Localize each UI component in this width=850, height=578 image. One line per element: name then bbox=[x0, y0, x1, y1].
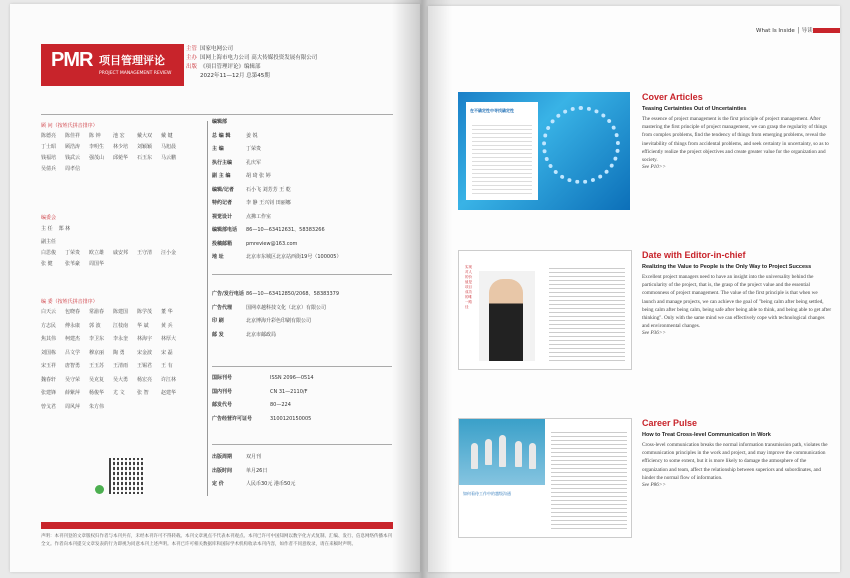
header-red-tab bbox=[813, 28, 840, 33]
info-row bbox=[212, 302, 339, 316]
info-value: 北京市东城区北京站西街19号（100005） bbox=[246, 254, 342, 260]
advisor-name: 钱福培 bbox=[41, 155, 57, 161]
advisors-heading: 顾 问（按姓氏拼音排序） bbox=[41, 123, 98, 129]
editor-name: 陶 勇 bbox=[113, 349, 125, 356]
info-label: 总 编 辑 bbox=[212, 132, 231, 139]
info-value: 点拂工作室 bbox=[246, 213, 272, 220]
info-value: 北京市邮政局 bbox=[246, 331, 277, 338]
editor-name: 杨宏亮 bbox=[137, 376, 153, 383]
info-row bbox=[212, 170, 341, 184]
logo-abbr: PMR bbox=[51, 49, 93, 71]
info-value: 李 静 王兴钊 田丽娜 bbox=[246, 200, 291, 206]
advisor-name: 吴倩兵 bbox=[41, 166, 57, 172]
editor-name: 王清雨 bbox=[113, 363, 129, 369]
info-value: 80—224 bbox=[270, 402, 291, 408]
editor-name: 刘国栋 bbox=[41, 349, 57, 356]
info-row bbox=[212, 478, 295, 492]
cover-article-image-title: 在不确定性中寻找确定性 bbox=[470, 108, 514, 113]
advisor-name: 陈佳祥 bbox=[65, 133, 81, 139]
info-label: 编辑/记者 bbox=[212, 186, 234, 193]
committee-heading: 编委会 bbox=[41, 215, 57, 221]
cover-article-text-box bbox=[466, 102, 538, 200]
figure bbox=[515, 441, 522, 467]
info-label: 出版周期 bbox=[212, 454, 233, 460]
text-lines bbox=[551, 429, 627, 529]
vice-list bbox=[41, 249, 181, 267]
career-article-section: Career Pulse bbox=[642, 418, 698, 428]
chair-name: 郑 林 bbox=[58, 226, 71, 232]
info-label: 广告代理 bbox=[212, 304, 233, 311]
editor-name: 张 智 bbox=[137, 390, 149, 396]
figure bbox=[485, 439, 492, 465]
divider bbox=[41, 114, 393, 115]
masthead-key: 主管 bbox=[186, 46, 198, 52]
editor-name: 赵建华 bbox=[161, 390, 177, 396]
advisor-name: 石玉东 bbox=[137, 155, 153, 161]
info-label: 视觉设计 bbox=[212, 213, 233, 220]
figure bbox=[471, 443, 478, 469]
editor-name: 吴大勇 bbox=[113, 376, 129, 383]
editor-name: 朱方伟 bbox=[89, 403, 105, 410]
editor-name: 陈建国 bbox=[113, 309, 129, 315]
info-row bbox=[212, 157, 341, 171]
text-lines bbox=[549, 265, 625, 361]
committee-chair-row bbox=[41, 225, 181, 232]
footer-red-bar bbox=[41, 522, 393, 529]
editor-name: 李永奎 bbox=[113, 336, 129, 342]
header-mark: What Is Inside │ 导读 bbox=[756, 28, 813, 34]
editor-name: 吕文学 bbox=[65, 349, 81, 356]
editor-name: 傅永康 bbox=[65, 322, 81, 329]
info-value: 单月26日 bbox=[246, 467, 268, 474]
editor-name: 张建锋 bbox=[41, 390, 57, 396]
info-label: 执行主编 bbox=[212, 159, 233, 166]
vice-chair-name: 戚安邦 bbox=[113, 250, 129, 256]
editor-name: 王锡君 bbox=[137, 363, 153, 369]
info-row bbox=[212, 238, 341, 252]
editor-name: 曾戈君 bbox=[41, 403, 57, 410]
info-row bbox=[212, 251, 341, 265]
info-row bbox=[212, 465, 295, 479]
career-article-summary bbox=[642, 418, 832, 488]
info-row bbox=[212, 399, 314, 413]
editor-name: 方志民 bbox=[41, 322, 57, 329]
column-divider bbox=[207, 121, 208, 496]
info-row bbox=[212, 130, 341, 144]
staff-list bbox=[212, 116, 341, 265]
figure bbox=[529, 443, 536, 469]
info-row bbox=[212, 413, 314, 427]
logo-en: PROJECT MANAGEMENT REVIEW bbox=[99, 71, 172, 76]
advisor-name: 邱菀华 bbox=[113, 155, 129, 161]
editor-name: 黄 兵 bbox=[161, 322, 173, 329]
info-row bbox=[212, 315, 339, 329]
info-row bbox=[212, 184, 341, 198]
masthead-row bbox=[186, 45, 317, 54]
ids-list bbox=[212, 372, 314, 426]
advisor-name: 刘颖颖 bbox=[137, 144, 153, 150]
editor-name: 柯建杰 bbox=[65, 336, 81, 342]
figure bbox=[499, 435, 506, 467]
editor-article-subtitle: Realizing the Value to People is the Only Way to Project Success bbox=[642, 264, 812, 270]
figures-picture bbox=[459, 419, 545, 485]
editor-name: 江枝南 bbox=[113, 322, 129, 329]
editor-name: 郭 波 bbox=[89, 322, 101, 329]
masthead-row bbox=[186, 63, 317, 72]
editor-name: 林海宇 bbox=[137, 336, 153, 342]
masthead-value: 2022年11—12月 总第45期 bbox=[200, 73, 270, 79]
editor-name: 吴守荣 bbox=[65, 376, 81, 383]
masthead-row bbox=[186, 72, 317, 81]
editors-heading: 编 委（按姓氏拼音排序） bbox=[41, 299, 98, 305]
vice-chair-name: 欧立雄 bbox=[89, 250, 105, 256]
advisor-name: 戴大双 bbox=[137, 133, 153, 139]
advisor-name: 陈 钟 bbox=[89, 133, 101, 139]
editor-name: 华 斌 bbox=[137, 322, 149, 329]
info-label: 编辑部电话 bbox=[212, 227, 238, 233]
cover-article-summary bbox=[642, 92, 832, 170]
pub-list bbox=[212, 451, 295, 492]
masthead-value: 《项目管理评论》编辑部 bbox=[200, 64, 261, 70]
editor-name: 李卫东 bbox=[89, 336, 105, 342]
editor-name: 董 华 bbox=[161, 309, 173, 315]
info-label: 国际刊号 bbox=[212, 375, 233, 381]
pmr-logo bbox=[41, 44, 184, 86]
editor-name: 宋玉祥 bbox=[41, 363, 57, 369]
advisor-name: 池 宏 bbox=[113, 133, 125, 139]
tech-circle-graphic bbox=[542, 106, 620, 184]
info-label: 特约记者 bbox=[212, 200, 233, 206]
info-value: 丁荣贵 bbox=[246, 146, 262, 152]
info-value: 北京博海升彩色印刷有限公司 bbox=[246, 318, 312, 324]
info-row bbox=[212, 116, 341, 130]
info-row bbox=[212, 224, 341, 238]
info-value: CN 31—2110/F bbox=[270, 388, 308, 395]
info-value: 姜 锐 bbox=[246, 132, 258, 139]
editors-section bbox=[41, 298, 181, 410]
career-article-body: Cross-level communication breaks the normal information transmission path, violates the communication principles in the work and project, and may improve the communication efficiency to some extent, but it is more likely to damage the atmosphere of the organization and team, affect the relationship between superiors and subordinates, and hinder the normal flow of information. bbox=[642, 442, 828, 481]
editor-name: 尤 文 bbox=[113, 390, 125, 396]
career-article-image-title: 如何看待工作中的越级沟通 bbox=[463, 491, 511, 496]
info-label: 广告/发行电话 bbox=[212, 291, 244, 297]
divider bbox=[212, 444, 392, 445]
info-row bbox=[212, 288, 339, 302]
masthead-page bbox=[10, 4, 420, 572]
masthead-info bbox=[186, 45, 317, 81]
info-value: 人民币30元 港币50元 bbox=[246, 481, 296, 487]
chair-label: 主 任 bbox=[41, 226, 53, 232]
info-label: 投稿邮箱 bbox=[212, 240, 233, 247]
masthead-key: 出版 bbox=[186, 64, 198, 70]
info-value: 孔庆军 bbox=[246, 159, 262, 166]
editor-name: 陈学茂 bbox=[137, 309, 153, 315]
advisor-name: 周孝信 bbox=[65, 166, 81, 172]
book-gutter-shadow bbox=[392, 0, 452, 578]
career-article-page-ref[interactable]: See P86>> bbox=[642, 482, 666, 489]
legal-notice: 声明：本刊刊登的文章版权归作者与本刊共有，未经本刊许可不得转载。本刊文章观点不代表本刊观点。本刊已许可中国知网以数字化方式复制、汇编、发行、信息网络传播本刊全文。作者向本刊提交文章发表的行为即视为同意本刊上述声明。本刊已许可相关数据库和国际学术机构收录本刊内容，如作者不同意收录，请在来稿时声明。 bbox=[41, 534, 392, 547]
vice-chair-name: 周国华 bbox=[89, 261, 105, 267]
editor-name: 宋 磊 bbox=[161, 349, 173, 356]
info-row bbox=[212, 143, 341, 157]
info-label: 定 价 bbox=[212, 481, 224, 487]
advisor-name: 陈德亮 bbox=[41, 133, 57, 139]
cover-article-image bbox=[458, 92, 630, 210]
info-value: 石小飞 刘芳芳 王 乾 bbox=[246, 186, 291, 193]
editor-article-section: Date with Editor-in-chief bbox=[642, 250, 746, 260]
vice-label: 副主任 bbox=[41, 239, 57, 245]
editor-name: 周风萍 bbox=[65, 403, 81, 410]
vice-chair-name: 白思俊 bbox=[41, 250, 57, 256]
info-row bbox=[212, 197, 341, 211]
editor-name: 王玉苏 bbox=[89, 363, 105, 369]
info-label: 副 主 编 bbox=[212, 173, 231, 179]
editor-name: 魏春轩 bbox=[41, 376, 57, 383]
info-label: 邮发代号 bbox=[212, 402, 233, 408]
info-label: 地 址 bbox=[212, 254, 224, 260]
info-label: 主 编 bbox=[212, 146, 224, 152]
info-value: 双月刊 bbox=[246, 454, 262, 460]
editor-article-summary bbox=[642, 250, 832, 336]
info-row bbox=[212, 451, 295, 465]
info-label: 国内刊号 bbox=[212, 388, 233, 395]
vice-chair-name: 丁荣贵 bbox=[65, 250, 81, 256]
editor-name: 许江林 bbox=[161, 376, 177, 383]
advisor-name: 顾浩涛 bbox=[65, 144, 81, 150]
advisor-name: 钱武云 bbox=[65, 155, 81, 161]
masthead-value: 国网上海市电力公司 高大传媒投资发展有限公司 bbox=[200, 55, 318, 61]
editor-portrait bbox=[489, 279, 523, 361]
cover-article-body: The essence of project management is the first principle of project management. After mastering the first principle of project management, we can grasp the regularity of things from complex problems, find the tendency of things from emerging problems, reveal the inevitability of things from accidental problems, and seek certainty in uncertainty, so as to efficiently realize the project objectives and create greater value for the organization and society. bbox=[642, 116, 829, 164]
editor-name: 常渝春 bbox=[89, 309, 105, 315]
divider bbox=[212, 274, 392, 275]
info-label: 广告经营许可证号 bbox=[212, 415, 253, 422]
editor-name: 林厚大 bbox=[161, 336, 177, 342]
advisors-section bbox=[41, 122, 181, 172]
qr-code-pattern bbox=[111, 460, 143, 492]
info-value: 国网卓越科技文化（北京）有限公司 bbox=[246, 304, 327, 311]
editor-name: 薛紫萍 bbox=[65, 390, 81, 396]
editor-name: 焦其伟 bbox=[41, 336, 57, 342]
info-label: 邮 发 bbox=[212, 331, 224, 338]
editor-name: 包晓春 bbox=[65, 309, 81, 315]
advisor-name: 马旭晨 bbox=[161, 144, 177, 150]
wechat-icon bbox=[95, 485, 104, 494]
editor-name: 宋金波 bbox=[137, 349, 153, 356]
editor-name: 白天云 bbox=[41, 309, 57, 315]
advisor-name: 强茂山 bbox=[89, 155, 105, 161]
vice-chair-name: 汪小金 bbox=[161, 250, 177, 256]
editor-article-image bbox=[458, 250, 632, 370]
masthead-row bbox=[186, 54, 317, 63]
info-label: 编辑部 bbox=[212, 119, 228, 125]
contents-page bbox=[428, 6, 840, 572]
vice-chair-name: 张 健 bbox=[41, 261, 53, 267]
info-row bbox=[212, 372, 314, 386]
text-lines bbox=[472, 124, 532, 194]
info-row bbox=[212, 329, 339, 343]
vice-chair-name: 王守清 bbox=[137, 250, 153, 256]
masthead-value: 国家电网公司 bbox=[200, 46, 234, 52]
info-row bbox=[212, 211, 341, 225]
masthead-key: 主办 bbox=[186, 55, 198, 61]
editor-article-body: Excellent project managers need to have an insight into the universality behind the particularity of the project, that is, the grasp of the project value and the essential commonness of project management. The value of the first principle is that when we launch and manage projects, we can achieve the goal of "being calm after being settled, being calm after being calm, being safe after being able to think, and being able to get after thinking". Only with the same mind we can effectively cope with technological changes and environmental changes. bbox=[642, 274, 832, 330]
advisor-name: 丁士昭 bbox=[41, 144, 57, 150]
cover-article-subtitle: Teasing Certainties Out of Uncertainties bbox=[642, 106, 747, 112]
info-label: 出版时间 bbox=[212, 467, 233, 474]
editor-name: 穆京丽 bbox=[89, 349, 105, 356]
advisors-list bbox=[41, 132, 181, 172]
editor-name: 吴克复 bbox=[89, 376, 105, 383]
info-value: 86—10—63412850/2068、58383379 bbox=[246, 291, 340, 297]
ads-list bbox=[212, 288, 339, 342]
editor-name: 王 有 bbox=[161, 363, 173, 369]
career-article-subtitle: How to Treat Cross-level Communication in Work bbox=[642, 432, 771, 438]
editor-article-image-title: 实现对人的价值是项目成功的唯一路径 bbox=[465, 265, 472, 309]
logo-cn: 项目管理评论 bbox=[99, 54, 165, 67]
info-value: ISSN 2096—0514 bbox=[270, 375, 314, 381]
vice-chair-name: 张苇豪 bbox=[65, 261, 81, 267]
editor-name: 唐智勇 bbox=[65, 363, 81, 369]
editor-article-page-ref[interactable]: See P36>> bbox=[642, 330, 666, 337]
cover-article-section: Cover Articles bbox=[642, 92, 703, 102]
editors-list bbox=[41, 308, 181, 410]
advisor-name: 戴 键 bbox=[161, 133, 173, 139]
info-row bbox=[212, 386, 314, 400]
advisor-name: 林少培 bbox=[113, 144, 129, 150]
info-value: 3100120150005 bbox=[270, 415, 312, 422]
committee-section bbox=[41, 214, 181, 267]
info-value: 胡 琦 张 婷 bbox=[246, 173, 271, 179]
advisor-name: 马云鹏 bbox=[161, 155, 177, 161]
advisor-name: 李明生 bbox=[89, 144, 105, 150]
info-value: pmreview@163.com bbox=[246, 240, 298, 247]
info-value: 86—10—63412631、58383266 bbox=[246, 227, 325, 233]
cover-article-page-ref[interactable]: See P10>> bbox=[642, 164, 666, 171]
editor-name: 杨俊华 bbox=[89, 390, 105, 396]
career-article-image bbox=[458, 418, 632, 538]
info-label: 印 刷 bbox=[212, 318, 224, 324]
divider bbox=[212, 366, 392, 367]
